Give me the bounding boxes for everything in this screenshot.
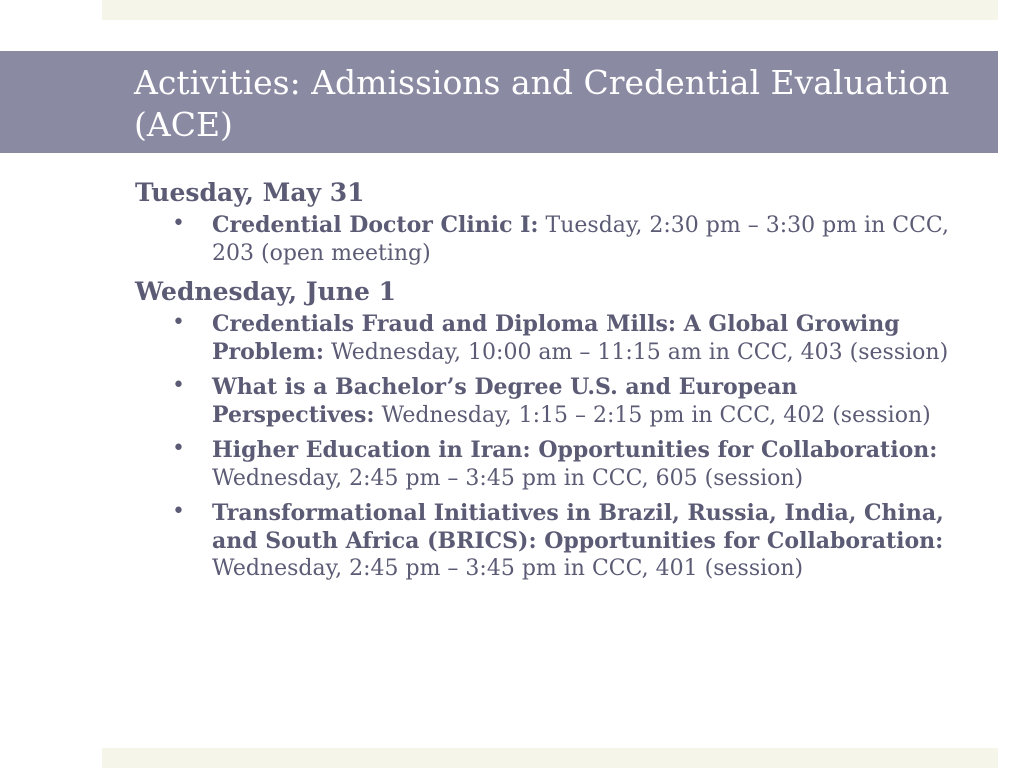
session-list-wednesday bbox=[135, 311, 955, 583]
day-heading-tuesday: Tuesday, May 31 bbox=[135, 178, 365, 207]
session-details: Wednesday, 2:45 pm – 3:45 pm in CCC, 401 (session) bbox=[212, 556, 804, 581]
session-name: What is a Bachelor’s Degree U.S. and European Perspectives: bbox=[212, 374, 798, 428]
bullet-dot-icon: • bbox=[172, 436, 185, 461]
day-heading-wednesday: Wednesday, June 1 bbox=[135, 277, 396, 306]
session-name: Credentials Fraud and Diploma Mills: A Global Growing Problem: bbox=[212, 311, 900, 365]
top-decorative-strip bbox=[102, 0, 998, 20]
slide-content bbox=[135, 176, 955, 591]
session-details: Tuesday, 2:30 pm – 3:30 pm in CCC, 203 (open meeting) bbox=[212, 213, 949, 266]
session-details: Wednesday, 2:45 pm – 3:45 pm in CCC, 605 (session) bbox=[212, 465, 804, 491]
session-item bbox=[135, 212, 955, 267]
session-details: Wednesday, 10:00 am – 11:15 am in CCC, 403 (session) bbox=[323, 339, 949, 365]
bullet-dot-icon: • bbox=[172, 373, 185, 398]
session-details: Wednesday, 1:15 – 2:15 pm in CCC, 402 (session) bbox=[374, 402, 931, 428]
bullet-dot-icon: • bbox=[172, 499, 185, 524]
slide-title: Activities: Admissions and Credential Evaluation (ACE) bbox=[134, 63, 950, 144]
session-name: Transformational Initiatives in Brazil, Russia, India, China, and South Africa (BRICS): Opportunities for Collaboration: bbox=[212, 500, 944, 554]
bottom-decorative-strip bbox=[102, 748, 998, 768]
session-item bbox=[135, 500, 955, 583]
session-name: Higher Education in Iran: Opportunities for Collaboration: bbox=[212, 437, 938, 463]
session-item bbox=[135, 311, 955, 366]
session-item bbox=[135, 437, 955, 492]
session-item bbox=[135, 374, 955, 429]
session-name: Credential Doctor Clinic I: bbox=[212, 212, 539, 238]
bullet-dot-icon: • bbox=[172, 211, 185, 236]
session-list-tuesday bbox=[135, 212, 955, 267]
bullet-dot-icon: • bbox=[172, 310, 185, 335]
